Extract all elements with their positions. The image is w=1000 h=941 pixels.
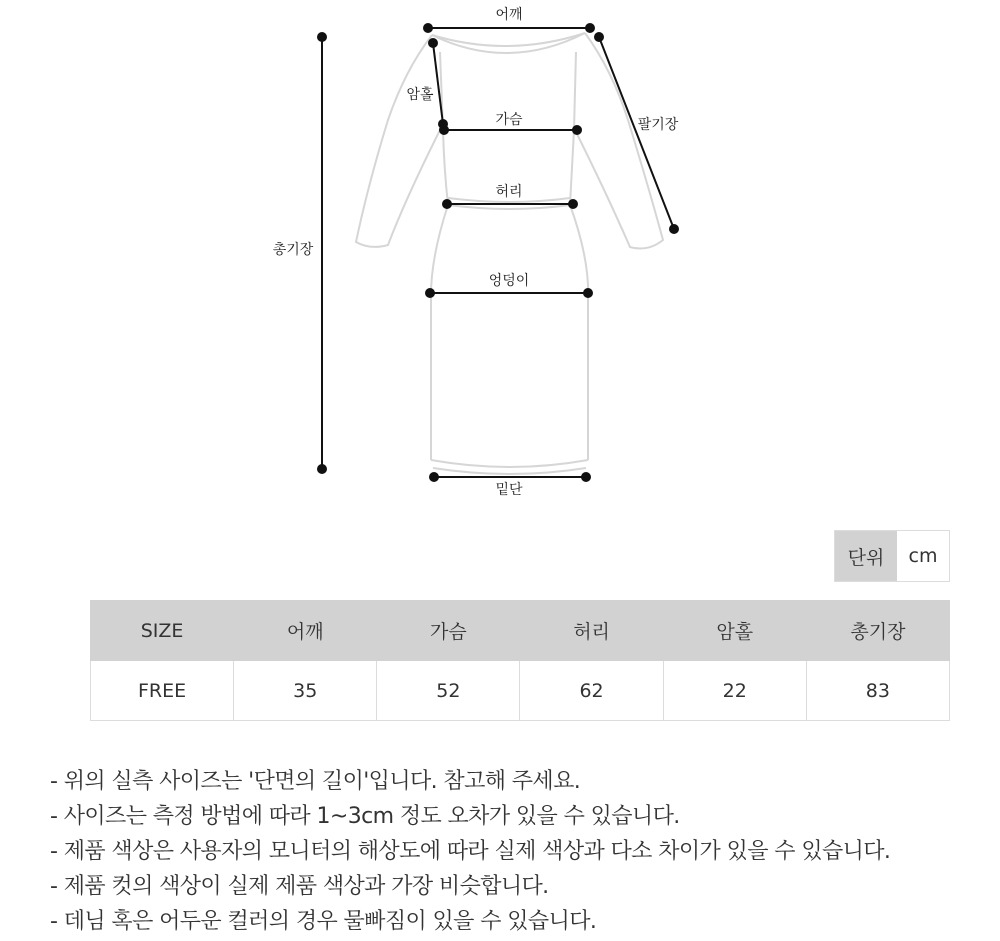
dress-outline [356,33,663,474]
table-cell: 52 [377,661,520,721]
total-length-label: 총기장 [272,242,314,258]
sleeve-label: 팔기장 [637,117,679,133]
note-item: - 사이즈는 측정 방법에 따라 1~3cm 정도 오차가 있을 수 있습니다. [50,804,680,829]
note-item: - 위의 실측 사이즈는 '단면의 길이'입니다. 참고해 주세요. [50,769,581,794]
armhole-label: 암홀 [406,87,434,103]
table-cell: 62 [520,661,663,721]
table-row [91,661,950,721]
unit-indicator [834,530,950,582]
hem-label: 밑단 [495,482,523,498]
table-header-cell: 총기장 [806,601,949,661]
chest-label: 가슴 [495,112,523,128]
note-item: - 데님 혹은 어두운 컬러의 경우 물빠짐이 있을 수 있습니다. [50,909,597,934]
shoulder-label: 어깨 [495,7,523,23]
table-cell: FREE [91,661,234,721]
unit-label: 단위 [835,531,897,581]
table-cell: 35 [234,661,377,721]
notes-list [50,764,990,939]
size-table [90,600,950,721]
table-header-cell: 허리 [520,601,663,661]
measurement-lines [318,24,678,481]
hip-label: 엉덩이 [488,273,530,289]
note-item: - 제품 컷의 색상이 실제 제품 색상과 가장 비슷합니다. [50,874,549,899]
table-header-row [91,601,950,661]
note-item: - 제품 색상은 사용자의 모니터의 해상도에 따라 실제 색상과 다소 차이가 있을 수 있습니다. [50,839,891,864]
sleeve-line [599,37,674,229]
table-header-cell: 어깨 [234,601,377,661]
unit-value: cm [897,531,949,581]
table-header-cell: 가슴 [377,601,520,661]
table-cell: 22 [663,661,806,721]
table-cell: 83 [806,661,949,721]
waist-label: 허리 [495,184,523,200]
table-header-cell: 암홀 [663,601,806,661]
table-header-cell: SIZE [91,601,234,661]
